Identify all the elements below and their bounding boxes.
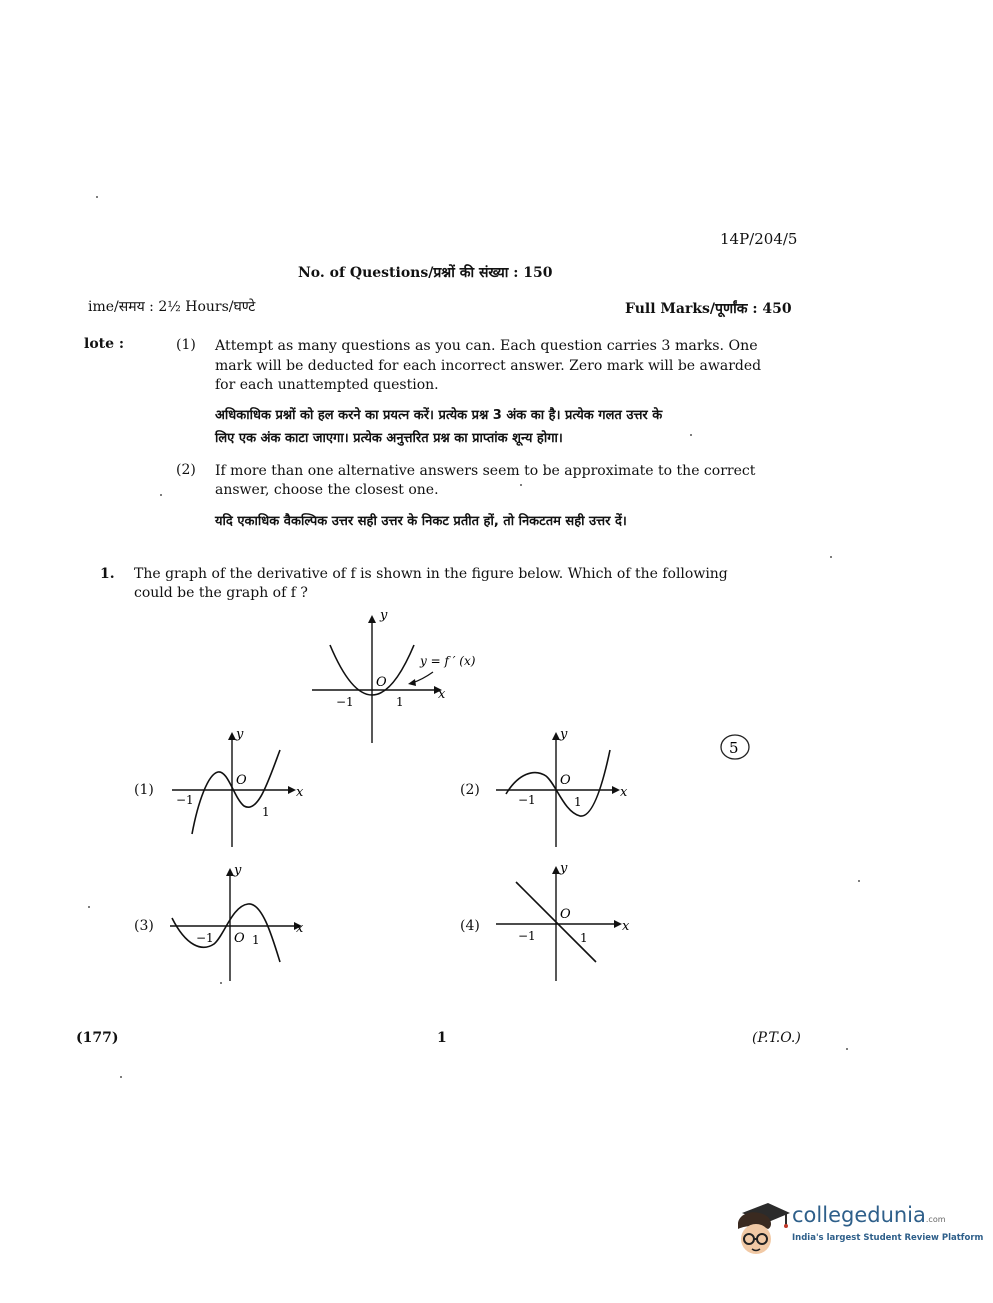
option-label: (4) [460, 918, 480, 934]
option-3-graph [162, 856, 312, 986]
collegedunia-watermark [728, 1195, 984, 1259]
tick-pos: 1 [574, 795, 582, 809]
footer-code: (177) [76, 1030, 119, 1046]
y-axis-label: y [236, 727, 244, 742]
note-item-number: (2) [176, 462, 196, 478]
brand-tagline: India's largest Student Review Platform [792, 1233, 984, 1243]
note-en-line: mark will be deducted for each incorrect answer. Zero mark will be awarded [215, 358, 762, 374]
x-axis-label: x [438, 687, 446, 702]
origin-label: O [560, 907, 571, 922]
y-axis-label: y [560, 727, 568, 742]
note-en-line: If more than one alternative answers seem to be approximate to the correct [215, 463, 756, 479]
curve-label: y = f ′ (x) [420, 654, 476, 668]
option-label: (3) [134, 918, 154, 934]
tick-neg: −1 [518, 929, 536, 943]
question-text: The graph of the derivative of f is shown in the figure below. Which of the following [134, 566, 728, 582]
tick-pos: 1 [580, 931, 588, 945]
note-hi-line: यदि एकाधिक वैकल्पिक उत्तर सही उत्तर के निकट प्रतीत हों, तो निकटतम सही उत्तर दें। [215, 514, 627, 529]
option-label: (2) [460, 782, 480, 798]
handwritten-circle-mark [718, 732, 752, 762]
x-axis-label: x [620, 785, 628, 800]
note-label: lote : [84, 336, 125, 352]
derivative-graph [300, 605, 510, 750]
origin-label: O [560, 773, 571, 788]
time-allowed: ime/समय : 2½ Hours/घण्टे [88, 299, 256, 315]
handwritten-mark-text: 5 [729, 739, 739, 757]
option-label: (1) [134, 782, 154, 798]
x-axis-label: x [296, 921, 304, 936]
note-en-line: for each unattempted question. [215, 377, 439, 393]
tick-pos: 1 [252, 933, 260, 947]
paper-code: 14P/204/5 [720, 230, 798, 248]
note-en-line: answer, choose the closest one. [215, 482, 439, 498]
y-axis-label: y [234, 863, 242, 878]
question-text: could be the graph of f ? [134, 585, 308, 601]
brand-name: collegedunia [792, 1203, 926, 1227]
origin-label: O [376, 675, 387, 690]
tick-neg: −1 [336, 695, 354, 709]
num-questions: No. of Questions/प्रश्नों की संख्या : 150 [298, 265, 553, 281]
question-number: 1. [100, 566, 115, 582]
brand-suffix: .com [925, 1215, 946, 1224]
note-hi-line: लिए एक अंक काटा जाएगा। प्रत्येक अनुत्तरित प्रश्न का प्राप्तांक शून्य होगा। [215, 431, 563, 446]
note-en-line: Attempt as many questions as you can. Each question carries 3 marks. One [215, 338, 758, 354]
note-item-number: (1) [176, 337, 196, 353]
option-1-graph [162, 722, 312, 852]
tick-neg: −1 [518, 793, 536, 807]
note-hi-line: अधिकाधिक प्रश्नों को हल करने का प्रयत्न करें। प्रत्येक प्रश्न 3 अंक का है। प्रत्येक गलत उत्तर के [215, 408, 663, 423]
full-marks: Full Marks/पूर्णांक : 450 [625, 301, 792, 317]
tick-neg: −1 [176, 793, 194, 807]
x-axis-label: x [296, 785, 304, 800]
y-axis-label: y [560, 861, 568, 876]
origin-label: O [234, 931, 245, 946]
tick-pos: 1 [396, 695, 404, 709]
pto-label: (P.T.O.) [752, 1030, 801, 1046]
origin-label: O [236, 773, 247, 788]
tick-pos: 1 [262, 805, 270, 819]
mascot-icon [728, 1195, 792, 1257]
option-4-graph [488, 856, 638, 986]
x-axis-label: x [622, 919, 630, 934]
y-axis-label: y [380, 608, 388, 623]
page-number: 1 [437, 1030, 447, 1046]
option-2-graph [488, 722, 638, 852]
tick-neg: −1 [196, 931, 214, 945]
